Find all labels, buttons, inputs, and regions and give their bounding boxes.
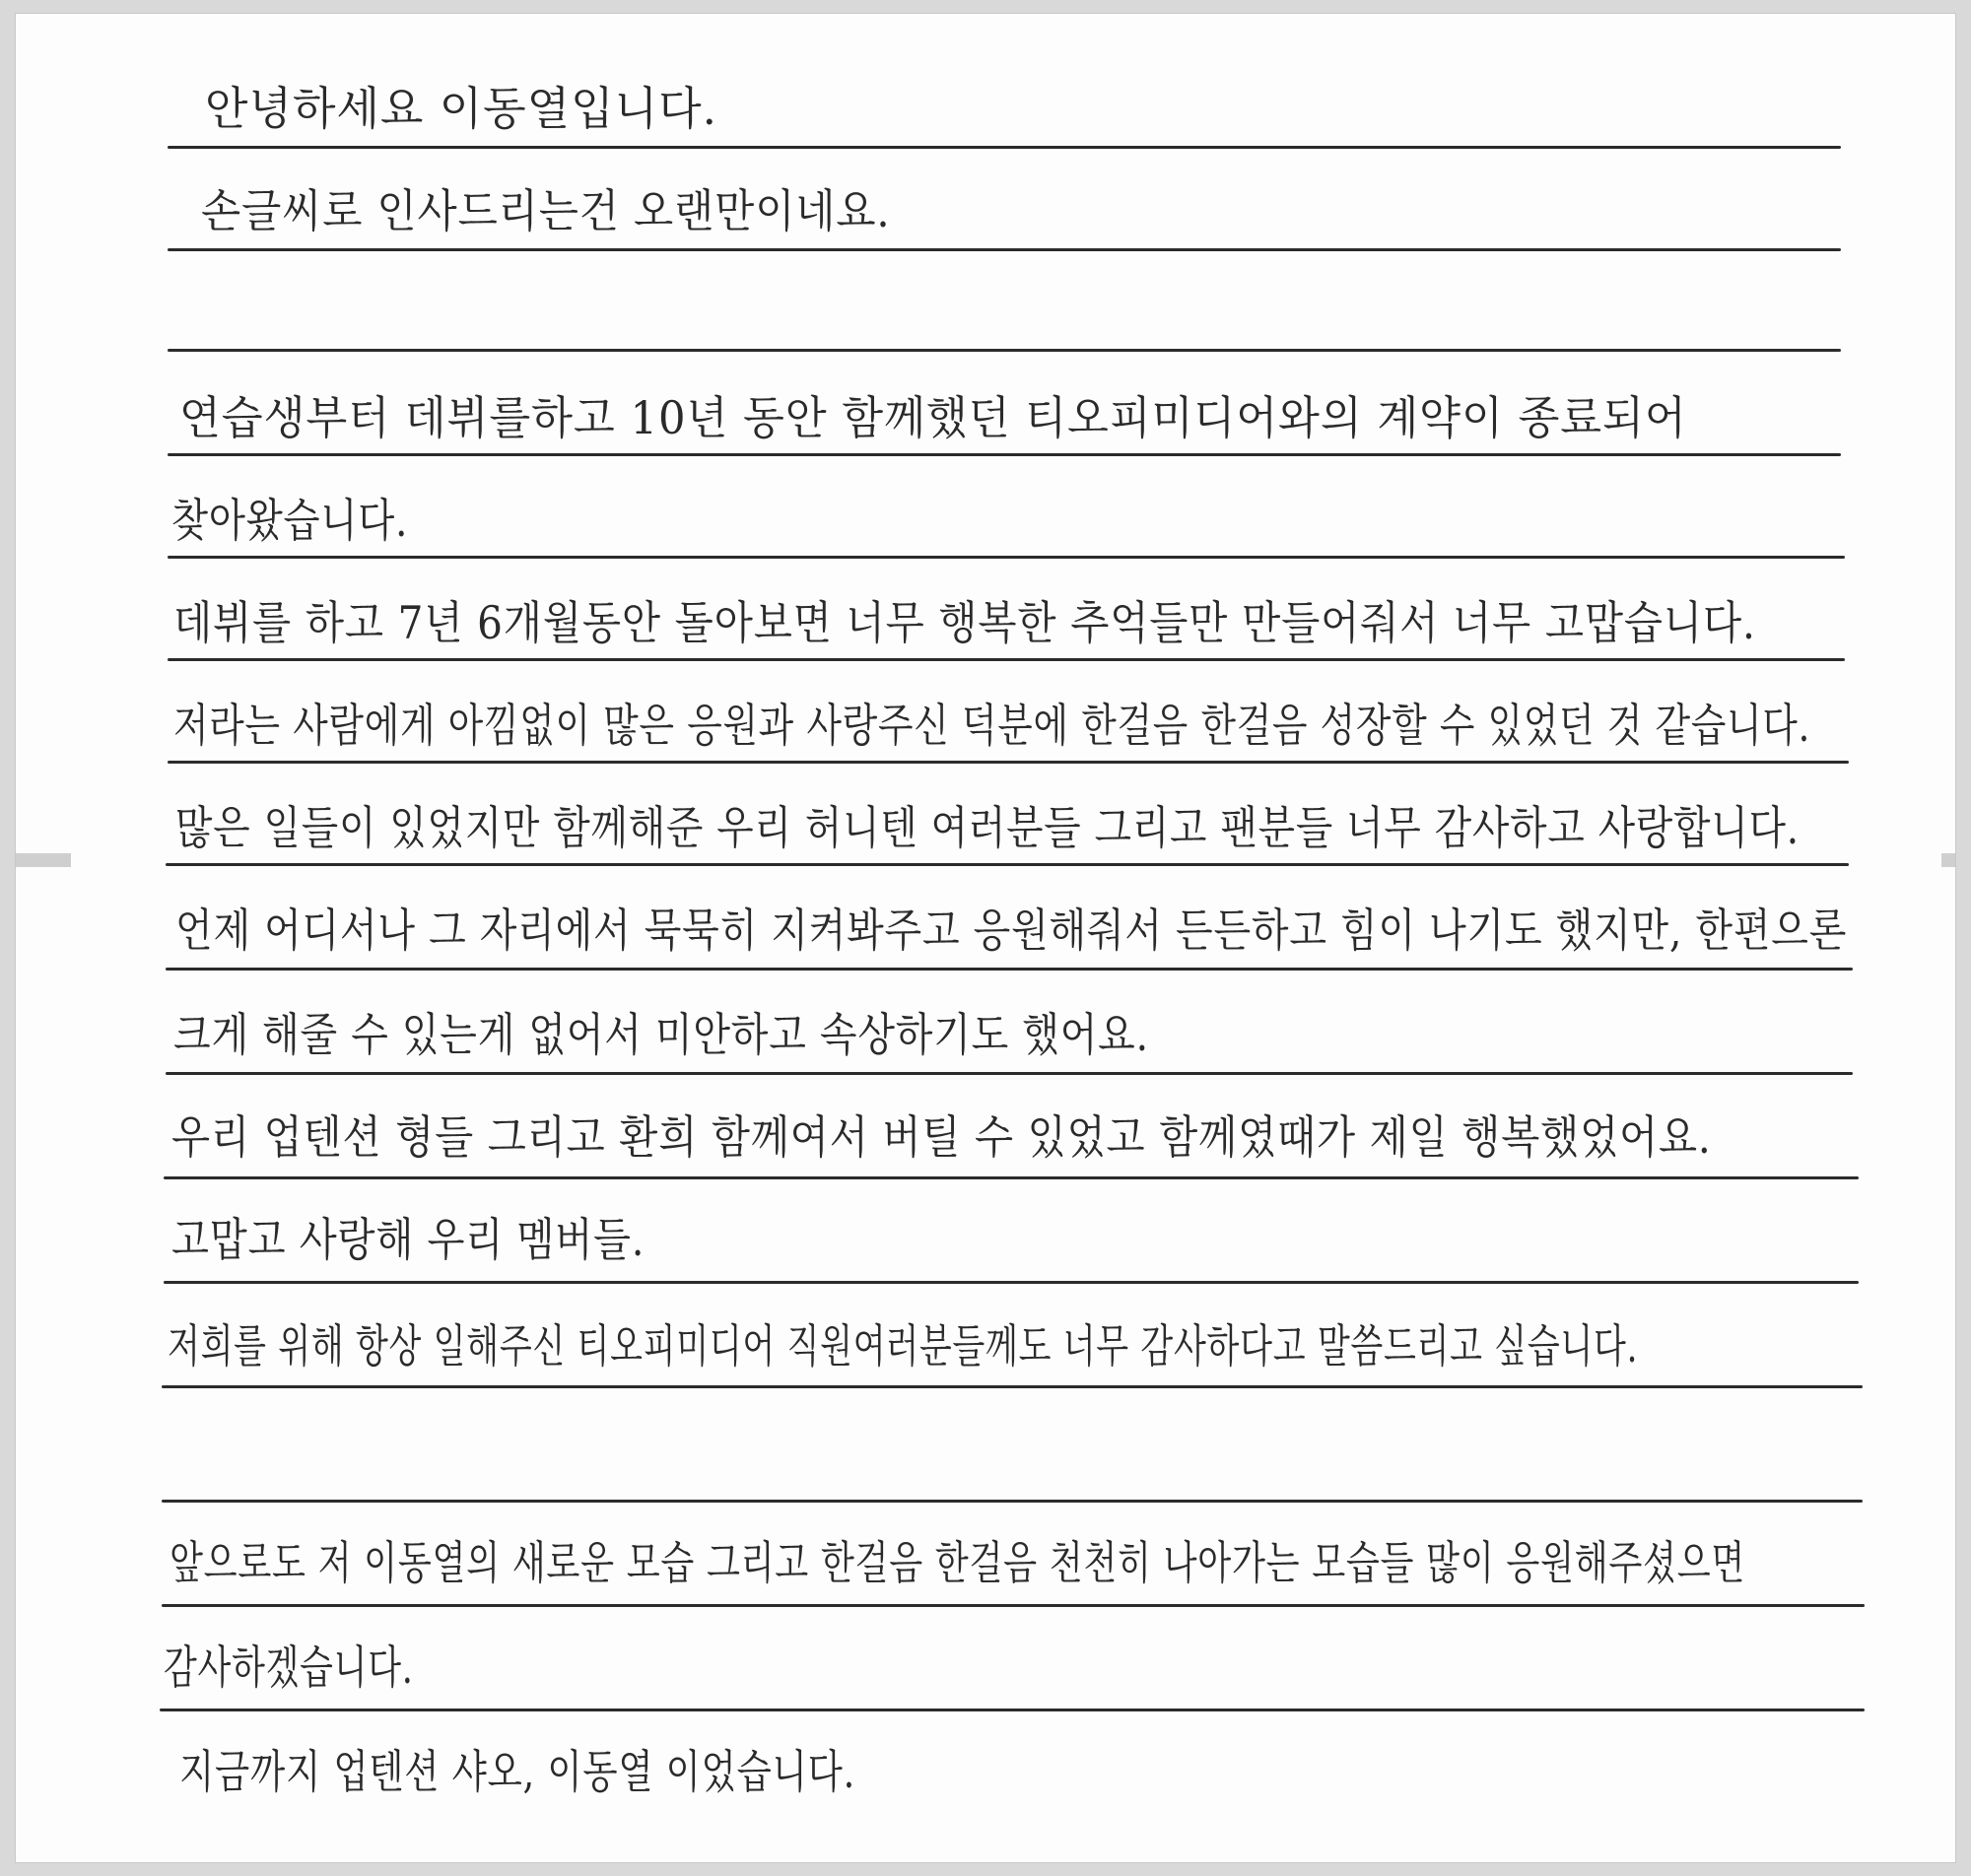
ruled-line <box>166 863 1849 866</box>
letter-line: 손글씨로 인사드리는건 오랜만이네요. <box>201 184 891 237</box>
letter-line: 찾아왔습니다. <box>171 494 409 547</box>
ruled-line <box>164 1281 1859 1284</box>
letter-line: 연습생부터 데뷔를하고 10년 동안 함께했던 티오피미디어와의 계약이 종료되어 <box>179 391 1687 444</box>
letter-line: 앞으로도 저 이동열의 새로운 모습 그리고 한걸음 한걸음 천천히 나아가는 모습들 많이 응원해주셨으면 <box>170 1536 1746 1589</box>
ruled-line <box>168 761 1849 764</box>
letter-sheet <box>16 14 1955 1862</box>
ruled-line <box>168 556 1845 559</box>
ruled-line <box>168 146 1841 149</box>
ruled-line <box>168 248 1841 251</box>
letter-line: 저라는 사람에게 아낌없이 많은 응원과 사랑주신 덕분에 한걸음 한걸음 성장할 수 있었던 것 같습니다. <box>173 699 1811 752</box>
ruled-line <box>168 349 1841 352</box>
ruled-line <box>168 658 1845 661</box>
ruled-line <box>162 1385 1863 1388</box>
ruled-line <box>164 1176 1859 1179</box>
ruled-line <box>166 968 1853 971</box>
letter-line: 고맙고 사랑해 우리 멤버들. <box>171 1213 646 1266</box>
letter-line: 크게 해줄 수 있는게 없어서 미안하고 속상하기도 했어요. <box>173 1008 1149 1061</box>
letter-line: 저희를 위해 항상 일해주신 티오피미디어 직원여러분들께도 너무 감사하다고 말씀드리고 싶습니다. <box>168 1319 1639 1373</box>
letter-line: 많은 일들이 있었지만 함께해준 우리 허니텐 여러분들 그리고 팬분들 너무 감사하고 사랑합니다. <box>175 801 1800 854</box>
letter-line: 지금까지 업텐션 샤오, 이동열 이었습니다. <box>179 1745 855 1798</box>
ruled-line <box>166 1072 1853 1075</box>
ruled-line <box>162 1500 1863 1503</box>
letter-line: 데뷔를 하고 7년 6개월동안 돌아보면 너무 행복한 추억들만 만들어줘서 너무 고맙습니다. <box>173 596 1756 649</box>
letter-line: 언제 어디서나 그 자리에서 묵묵히 지켜봐주고 응원해줘서 든든하고 힘이 나기도 했지만, 한편으론 <box>175 904 1848 957</box>
ruled-line <box>160 1708 1865 1711</box>
ruled-line <box>162 1604 1865 1607</box>
letter-line: 우리 업텐션 형들 그리고 환희 함께여서 버틸 수 있었고 함께였때가 제일 행복했었어요. <box>171 1110 1712 1164</box>
letter-line: 감사하겠습니다. <box>164 1641 414 1694</box>
ruled-line <box>168 453 1841 456</box>
letter-line: 안녕하세요 이동열입니다. <box>205 82 717 135</box>
edge-mark-left <box>16 853 71 867</box>
edge-mark-right <box>1941 853 1955 867</box>
